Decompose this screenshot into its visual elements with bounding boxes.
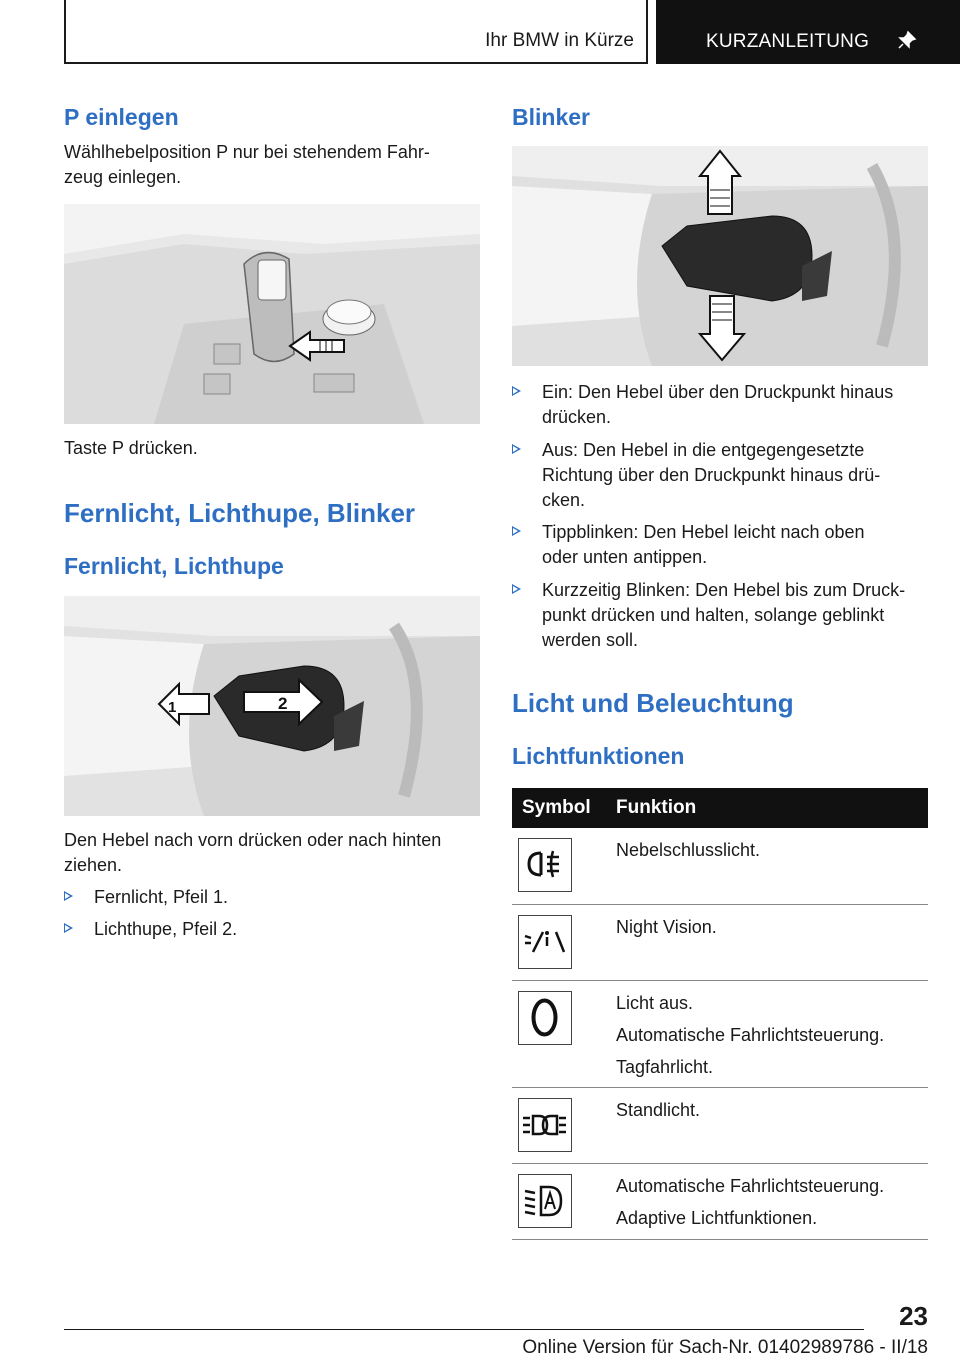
parking-light-icon <box>518 1098 572 1152</box>
bullet-triangle-icon <box>512 584 521 594</box>
high-beam-lever-image <box>64 596 480 816</box>
p-einlegen-title: P einlegen <box>64 104 179 130</box>
table-cell-function: Adaptive Lichtfunktionen. <box>616 1207 818 1228</box>
page-number: 23 <box>899 1301 928 1331</box>
p-einlegen-text-line-1: Wählhebelposition P nur bei stehendem Fahr- <box>64 142 430 162</box>
lever-text-line-1: Den Hebel nach vorn drücken oder nach hinten <box>64 830 442 850</box>
arrow-label-2: 2 <box>278 694 288 713</box>
lever-sub-heading: Fernlicht, Lichthupe <box>64 553 284 579</box>
footer-version: Online Version für Sach-Nr. 01402989786 - II/18 <box>522 1337 928 1358</box>
footer-divider <box>64 1329 864 1330</box>
table-header-symbol: Symbol <box>512 788 606 828</box>
turn-signal-lever-image <box>512 146 928 366</box>
header-section-box <box>64 0 648 64</box>
header-chapter-tab <box>656 0 960 64</box>
p-einlegen-text-line-2: zeug einlegen. <box>64 167 182 187</box>
table-row <box>512 828 928 904</box>
table-header-function: Funktion <box>606 788 928 828</box>
table-row <box>512 904 928 980</box>
table-cell-function: Night Vision. <box>616 916 717 937</box>
header-section-title: Ihr BMW in Kürze <box>485 30 634 51</box>
table-row <box>512 1087 928 1163</box>
table-row <box>512 980 928 1087</box>
bullet-triangle-icon <box>64 891 73 901</box>
bullet-triangle-icon <box>512 386 521 396</box>
pin-icon <box>897 30 917 56</box>
bullet-triangle-icon <box>512 526 521 536</box>
table-cell-function: Automatische Fahrlichtsteuerung. <box>616 1175 885 1196</box>
p-einlegen-caption: Taste P drücken. <box>64 438 198 458</box>
rear-fog-light-icon <box>518 838 572 892</box>
bullet-triangle-icon <box>512 444 521 454</box>
table-cell-function: Standlicht. <box>616 1099 701 1120</box>
gear-selector-image <box>64 204 480 424</box>
table-cell-function: Nebelschlusslicht. <box>616 840 761 860</box>
night-vision-icon <box>518 915 572 969</box>
table-cell-function: Tagfahrlicht. <box>616 1056 714 1077</box>
auto-headlight-icon <box>518 1174 572 1228</box>
table-cell-function: Automatische Fahrlichtsteuerung. <box>616 1024 885 1045</box>
arrow-label-1: 1 <box>168 699 177 716</box>
light-sub-heading: Lichtfunktionen <box>512 743 685 769</box>
lever-main-heading: Fernlicht, Lichthupe, Blinker <box>64 498 416 528</box>
table-row <box>512 1163 928 1239</box>
blinker-title: Blinker <box>512 104 590 130</box>
light-functions-table <box>512 788 928 1240</box>
header-chapter-title: KURZANLEITUNG <box>706 31 870 52</box>
lever-text-line-2: ziehen. <box>64 855 123 875</box>
bullet-triangle-icon <box>64 923 73 933</box>
table-cell-function: Licht aus. <box>616 992 694 1013</box>
light-switch-zero-icon <box>518 991 572 1045</box>
light-heading: Licht und Beleuchtung <box>512 688 794 718</box>
